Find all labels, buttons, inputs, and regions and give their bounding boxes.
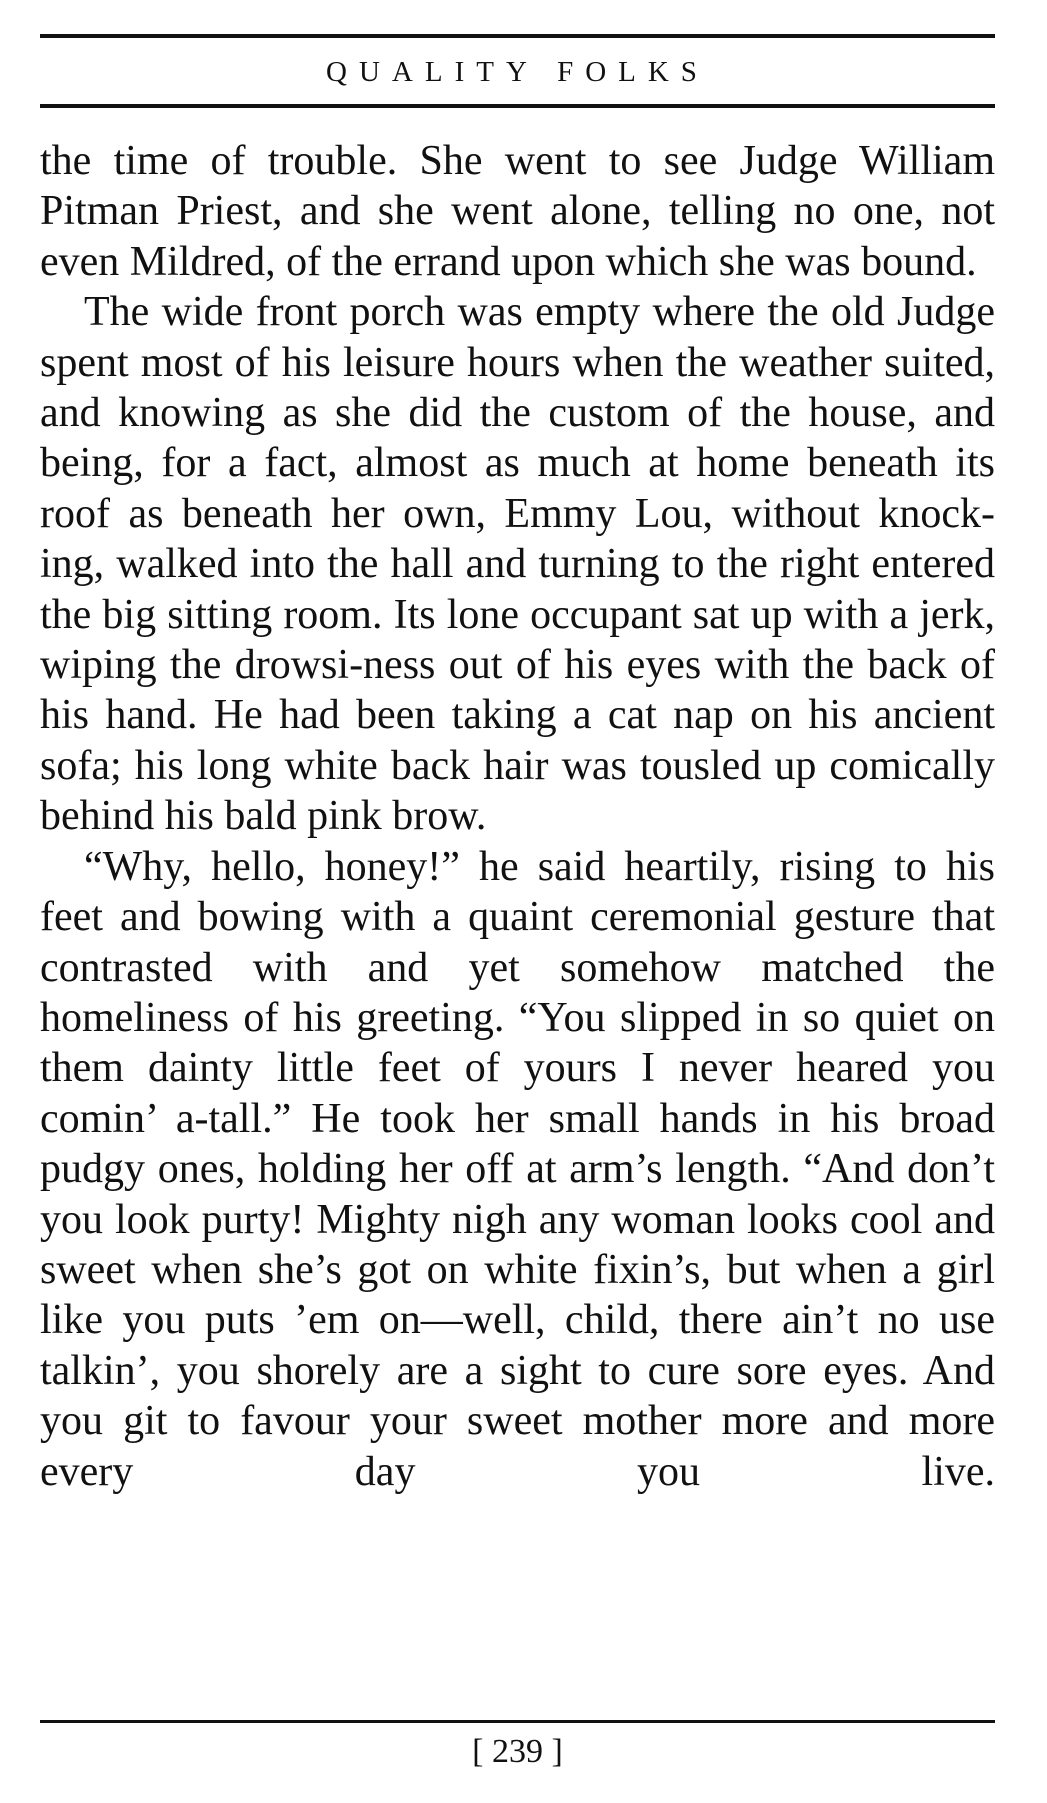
running-head: QUALITY FOLKS: [326, 56, 709, 88]
paragraph-continued: the time of trouble. She went to see Judge William Pitman Priest, and she went alone, telling no one, not even Mildred, of the errand upon which she was bound.: [40, 138, 995, 285]
page-number: [ 239 ]: [472, 1733, 563, 1770]
header-bottom-rule: [40, 104, 995, 108]
paragraph-greeting: “Why, hello, honey!” he said heartily, rising to his feet and bowing with a quaint ceremonial gesture that contrasted with and yet somehow matched the homeliness of his greeting. “You slipped in so quiet on them dainty little feet of yours I never heared you comin’ a-tall.” He took her small hands in his broad pudgy ones, holding her off at arm’s length. “And don’t you look purty! Mighty nigh any woman looks cool and sweet when she’s got on white fixin’s, but when a girl like you puts ’em on—well, child, there ain’t no use talkin’, you shorely are a sight to cure sore eyes. And you git to favour your sweet mother more and more every day you live.: [40, 843, 995, 1495]
body-text: [40, 136, 995, 1497]
paragraph-porch: The wide front porch was empty where the old Judge spent most of his leisure hours when the weather suited, and knowing as she did the custom of the house, and being, for a fact, almost as much at home beneath its roof as beneath her own, Emmy Lou, without knock-ing, walked into the hall and turning to the right entered the big sitting room. Its lone occupant sat up with a jerk, wiping the drowsi-ness out of his eyes with the back of his hand. He had been taking a cat nap on his ancient sofa; his long white back hair was tousled up comically behind his bald pink brow.: [40, 289, 995, 840]
footer-rule: [40, 1720, 995, 1723]
header-top-rule: [40, 34, 995, 38]
